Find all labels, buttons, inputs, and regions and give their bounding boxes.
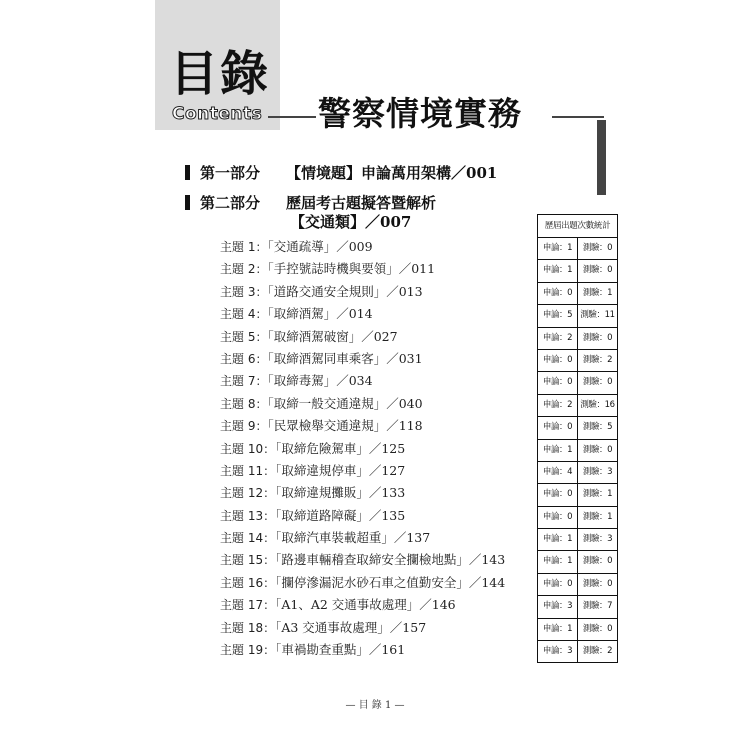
essay-count: 申論：5 (538, 305, 578, 326)
topic-number: 主題 9： (220, 419, 268, 434)
essay-count: 申論：0 (538, 417, 578, 438)
stats-row (538, 328, 617, 350)
essay-count: 申論：0 (538, 507, 578, 528)
stats-row (538, 507, 617, 529)
page-subtitle: Contents (172, 104, 263, 124)
topic-entry[interactable] (220, 549, 538, 571)
stats-row (538, 350, 617, 372)
essay-count: 申論：0 (538, 283, 578, 304)
title-rule-right (552, 116, 604, 118)
test-count: 測驗：7 (582, 601, 613, 612)
essay-count: 申論：2 (538, 328, 578, 349)
topic-number: 主題 5： (220, 329, 268, 344)
essay-count: 申論：0 (538, 350, 578, 371)
topic-number: 主題 11： (220, 463, 276, 478)
topic-entry[interactable] (220, 438, 538, 460)
topic-entry[interactable] (220, 572, 538, 594)
topic-number: 主題 4： (220, 307, 268, 322)
topic-number: 主題 6： (220, 351, 268, 366)
stats-row (538, 283, 617, 305)
test-count: 測驗：0 (582, 444, 613, 455)
essay-count: 申論：1 (538, 619, 578, 640)
topic-title: 「取締毒駕」／034 (267, 373, 373, 389)
test-count: 測驗：0 (582, 623, 613, 634)
test-count: 測驗：16 (580, 399, 615, 410)
stats-row (538, 551, 617, 573)
topic-number: 主題 13： (220, 508, 276, 523)
decorative-vertical-bar (597, 120, 606, 195)
topic-title: 「攔停滲漏泥水砂石車之值勤安全」／144 (275, 574, 506, 590)
topic-list (220, 236, 538, 661)
topic-number: 主題 15： (220, 553, 276, 568)
topic-entry[interactable] (220, 370, 538, 392)
test-count: 測驗：1 (582, 489, 613, 500)
topic-entry[interactable] (220, 594, 538, 616)
test-count: 測驗：5 (582, 422, 613, 433)
test-count: 測驗：11 (580, 310, 615, 321)
topic-entry[interactable] (220, 482, 538, 504)
test-count: 測驗：0 (582, 265, 613, 276)
topic-entry[interactable] (220, 505, 538, 527)
part-heading-2[interactable] (185, 194, 436, 212)
topic-title: 「A1、A2 交通事故處理」／146 (275, 597, 456, 613)
stats-row (538, 305, 617, 327)
exam-stats-table (537, 214, 618, 663)
stats-row (538, 417, 617, 439)
topic-entry[interactable] (220, 527, 538, 549)
topic-entry[interactable] (220, 236, 538, 258)
topic-title: 「取締酒駕破窗」／027 (267, 328, 398, 344)
part-heading-1[interactable] (185, 164, 497, 182)
topic-number: 主題 14： (220, 531, 276, 546)
book-title: 警察情境實務 (318, 94, 522, 133)
essay-count: 申論：0 (538, 372, 578, 393)
topic-number: 主題 19： (220, 643, 276, 658)
topic-entry[interactable] (220, 617, 538, 639)
topic-title: 「取締酒駕同車乘客」／031 (267, 350, 423, 366)
page-footer: — 目 錄 1 — (345, 700, 405, 711)
topic-number: 主題 7： (220, 374, 268, 389)
test-count: 測驗：1 (582, 287, 613, 298)
topic-entry[interactable] (220, 258, 538, 280)
page-title: 目錄 (170, 46, 271, 102)
stats-row (538, 619, 617, 641)
topic-title: 「車禍勘查重點」／161 (275, 642, 406, 658)
topic-entry[interactable] (220, 415, 538, 437)
stats-row (538, 260, 617, 282)
test-count: 測驗：2 (582, 354, 613, 365)
stats-row (538, 596, 617, 618)
topic-title: 「取締危險駕車」／125 (275, 440, 406, 456)
stats-row (538, 462, 617, 484)
part-label: 第二部分 (200, 194, 261, 212)
essay-count: 申論：3 (538, 596, 578, 617)
part-marker-icon (185, 195, 190, 210)
topic-title: 「取締違規停車」／127 (275, 462, 406, 478)
essay-count: 申論：0 (538, 484, 578, 505)
topic-entry[interactable] (220, 348, 538, 370)
test-count: 測驗：0 (582, 332, 613, 343)
topic-title: 「取締違規攤販」／133 (275, 485, 406, 501)
topic-number: 主題 8： (220, 396, 268, 411)
essay-count: 申論：2 (538, 395, 578, 416)
topic-title: 「民眾檢舉交通違規」／118 (267, 418, 423, 434)
stats-row (538, 395, 617, 417)
topic-entry[interactable] (220, 460, 538, 482)
test-count: 測驗：0 (582, 243, 613, 253)
essay-count: 申論：1 (538, 238, 578, 259)
topic-entry[interactable] (220, 303, 538, 325)
essay-count: 申論：0 (538, 574, 578, 595)
stats-row (538, 574, 617, 596)
topic-title: 「路邊車輛稽查取締安全攔檢地點」／143 (275, 552, 506, 568)
topic-title: 「A3 交通事故處理」／157 (275, 619, 427, 635)
topic-number: 主題 1： (220, 240, 268, 254)
topic-title: 「取締酒駕」／014 (267, 306, 373, 322)
topic-entry[interactable] (220, 326, 538, 348)
test-count: 測驗：0 (582, 556, 613, 567)
part-title: 歷屆考古題擬答暨解析 (286, 194, 437, 212)
topic-number: 主題 3： (220, 284, 268, 299)
topic-title: 「手控號誌時機與要領」／011 (267, 261, 436, 277)
essay-count: 申論：1 (538, 440, 578, 461)
topic-number: 主題 2： (220, 262, 268, 277)
stats-header: 歷屆出題次數統計 (538, 215, 617, 238)
part-label: 第一部分 (200, 164, 261, 182)
essay-count: 申論：1 (538, 551, 578, 572)
topic-title: 「道路交通安全規則」／013 (267, 283, 423, 299)
stats-row (538, 529, 617, 551)
topic-number: 主題 10： (220, 441, 276, 456)
test-count: 測驗：3 (582, 466, 613, 477)
topic-title: 「取締汽車裝載超重」／137 (275, 530, 431, 546)
essay-count: 申論：3 (538, 641, 578, 662)
topic-title: 「交通疏導」／009 (267, 239, 373, 254)
topic-number: 主題 16： (220, 575, 276, 590)
topic-entry[interactable] (220, 639, 538, 661)
topic-number: 主題 18： (220, 620, 276, 635)
topic-title: 「取締一般交通違規」／040 (267, 395, 423, 411)
category-heading: 【交通類】／007 (290, 213, 412, 231)
essay-count: 申論：1 (538, 260, 578, 281)
test-count: 測驗：0 (582, 578, 613, 589)
topic-entry[interactable] (220, 281, 538, 303)
stats-row (538, 484, 617, 506)
essay-count: 申論：1 (538, 529, 578, 550)
stats-row (538, 641, 617, 663)
part-title: 【情境題】申論萬用架構／001 (286, 164, 498, 182)
topic-entry[interactable] (220, 393, 538, 415)
topic-number: 主題 12： (220, 486, 276, 501)
stats-row (538, 440, 617, 462)
topic-title: 「取締道路障礙」／135 (275, 507, 406, 523)
test-count: 測驗：1 (582, 511, 613, 522)
test-count: 測驗：0 (582, 377, 613, 388)
test-count: 測驗：2 (582, 646, 613, 657)
part-marker-icon (185, 165, 190, 180)
stats-row (538, 372, 617, 394)
title-rule-left (268, 116, 316, 118)
stats-row (538, 238, 617, 260)
test-count: 測驗：3 (582, 534, 613, 545)
topic-number: 主題 17： (220, 598, 276, 613)
essay-count: 申論：4 (538, 462, 578, 483)
